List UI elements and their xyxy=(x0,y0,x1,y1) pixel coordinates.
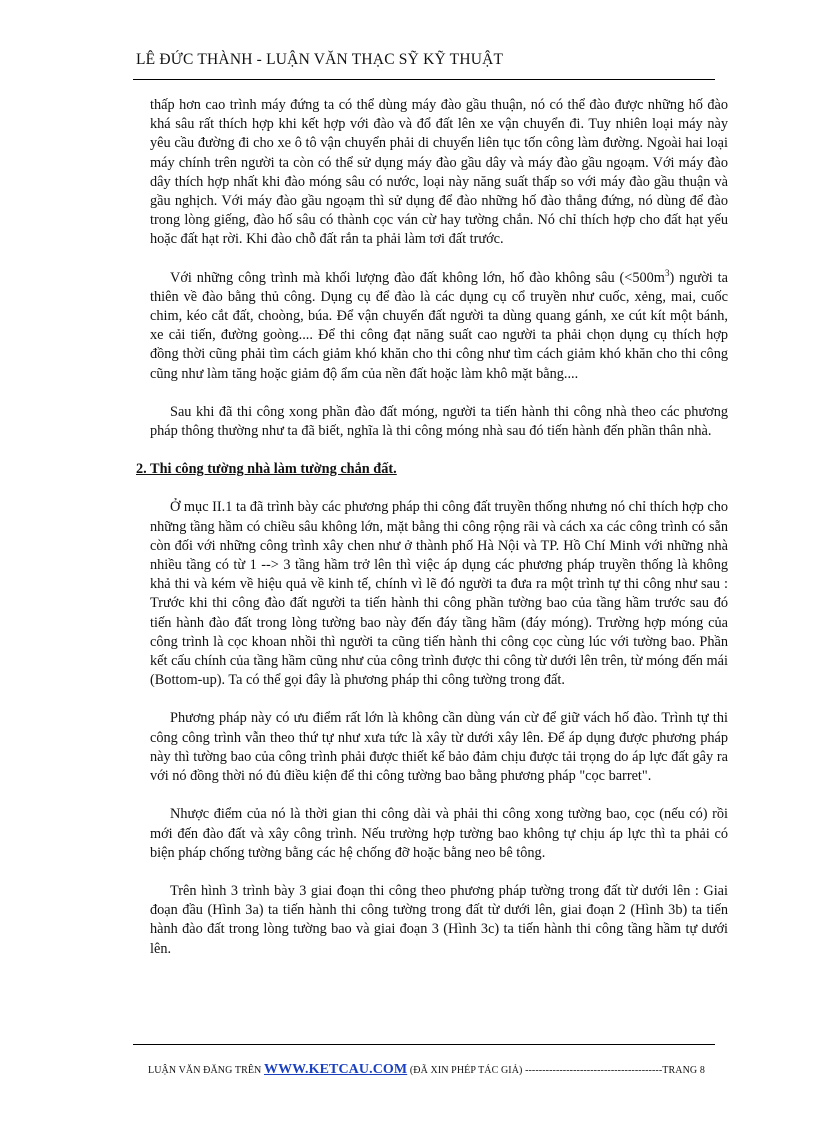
footer-rule xyxy=(133,1044,715,1045)
section-heading: 2. Thi công tường nhà làm tường chắn đất. xyxy=(136,461,397,478)
running-header: LÊ ĐỨC THÀNH - LUẬN VĂN THẠC SỸ KỸ THUẬT xyxy=(136,51,504,68)
section-paragraph: Trên hình 3 trình bày 3 giai đoạn thi công theo phương pháp tường trong đất từ dưới lên : Giai đoạn đầu (Hình 3a) ta tiến hành thi công tường trong đất từ dưới lên, giai đoạn 2 (Hình 3b) ta tiến hành đào đất trong lòng tường bao và giai đoạn 3 (Hình 3c) ta tiến hành thi công tầng hầm tự dưới lên. xyxy=(150,882,728,957)
paragraph-text-part: Với những công trình mà khối lượng đào đất không lớn, hố đào không sâu (<500m xyxy=(170,269,665,286)
section-paragraph: Phương pháp này có ưu điểm rất lớn là không cần dùng ván cừ để giữ vách hố đào. Trình tự thi công công trình vẫn theo thứ tự như xưa tức là xây từ dưới xây lên. Để áp dụng được phương pháp này thì tường bao của công trình phải được thiết kế bảo đảm chịu được tải trọng do áp lực đất gây ra với nó đồng thời nó đủ điều kiện để thi công tường bao bằng phương pháp "cọc barret". xyxy=(150,710,728,785)
footer-prefix: LUẬN VĂN ĐĂNG TRÊN xyxy=(148,1065,264,1076)
superscript-unit: 3 xyxy=(664,267,670,278)
paragraph-continued: thấp hơn cao trình máy đứng ta có thể dùng máy đào gầu thuận, nó có thể đào được những hố đào khá sâu rất thích hợp khi kết hợp với đào và đổ đất lên xe vận chuyển đi. Tuy nhiên loại máy này yêu cầu đường đi cho xe ô tô vận chuyển phải di chuyển liên tục tốn công làm đường. Ngoài hai loại máy chính trên người ta còn có thể sử dụng máy đào gầu dây và máy đào gầu ngoạm. Với máy đào dây thích hợp nhất khi đào móng sâu có nước, loại này năng suất thấp so với máy đào gầu thuận và gầu nghịch. Với máy đào gầu ngoạm thì sử dụng để đào những hố đào thẳng đứng, nó dùng để đào trong lòng giếng, đào hố sâu có thành cọc ván cừ hay tường chắn. Nó chỉ thích hợp cho đất hạt yếu hoặc đất hạt rời. Khi đào chỗ đất rắn ta phải làm tơi đất trước. xyxy=(150,97,728,248)
section-paragraph: Nhược điểm của nó là thời gian thi công dài và phải thi công xong tường bao, cọc (nếu có) rồi mới đến đào đất và xây công trình. Nếu trường hợp tường bao không tự chịu áp lực thì ta phải có biện pháp chống tường bằng các hệ chống đỡ hoặc bằng neo bê tông. xyxy=(150,806,728,861)
page-body xyxy=(136,96,728,978)
paragraph-manual-excavation xyxy=(150,269,728,384)
footer-suffix: (ĐÃ XIN PHÉP TÁC GIẢ) ----------------------------------------TRANG 8 xyxy=(407,1065,705,1076)
page-footer xyxy=(148,1062,728,1078)
paragraph-text-part: ) người ta thiên về đào bằng thủ công. Dụng cụ để đào là các dụng cụ cổ truyền như cuốc, xẻng, mai, cuốc chim, kéo cắt đất, choòng, búa. Để vận chuyển đất người ta dùng quang gánh, xe cút kít một bánh, xe cải tiến, đường goòng.... Để thi công đạt năng suất cao người ta phải chọn dụng cụ thích hợp đồng thời cũng phải tìm cách giảm khó khăn cho thi công như tìm cách giảm khó khăn cho thi công cũng như làm tăng hoặc giảm độ ẩm của nền đất hoặc làm khô mặt bằng.... xyxy=(150,269,728,382)
website-link[interactable]: WWW.KETCAU.COM xyxy=(263,1062,408,1077)
section-paragraph: Ở mục II.1 ta đã trình bày các phương pháp thi công đất truyền thống nhưng nó chỉ thích hợp cho những tầng hầm có chiều sâu không lớn, mặt bằng thi công rộng rãi và cách xa các công trình có sẵn còn đối với những công trình xây chen như ở thành phố Hà Nội và TP. Hồ Chí Minh với những nhà nhiều tầng có từ 1 --> 3 tầng hầm trở lên thì việc áp dụng các phương pháp truyền thống là không khả thi và kém về hiệu quả về kinh tế, chính vì lẽ đó người ta đưa ra một trình tự thi công như sau : Trước khi thi công đào đất người ta tiến hành thi công phần tường bao của tầng hầm trước sau đó tiến hành đào đất trong lòng tường bao này đến đáy tầng hầm (đáy móng). Trường hợp móng của công trình là cọc khoan nhồi thì người ta cũng tiến hành thi công cọc cùng lúc với tường bao. Phần kết cấu chính của tầng hầm cũng như của công trình được thi công từ dưới lên trên, từ móng đến mái (Bottom-up). Ta có thể gọi đây là phương pháp thi công tường trong đất. xyxy=(150,499,728,689)
paragraph-after-foundation: Sau khi đã thi công xong phần đào đất móng, người ta tiến hành thi công nhà theo các phương pháp thông thường như ta đã biết, nghĩa là thi công móng nhà sau đó tiến hành đến phần thân nhà. xyxy=(150,403,728,440)
header-rule xyxy=(133,79,715,80)
